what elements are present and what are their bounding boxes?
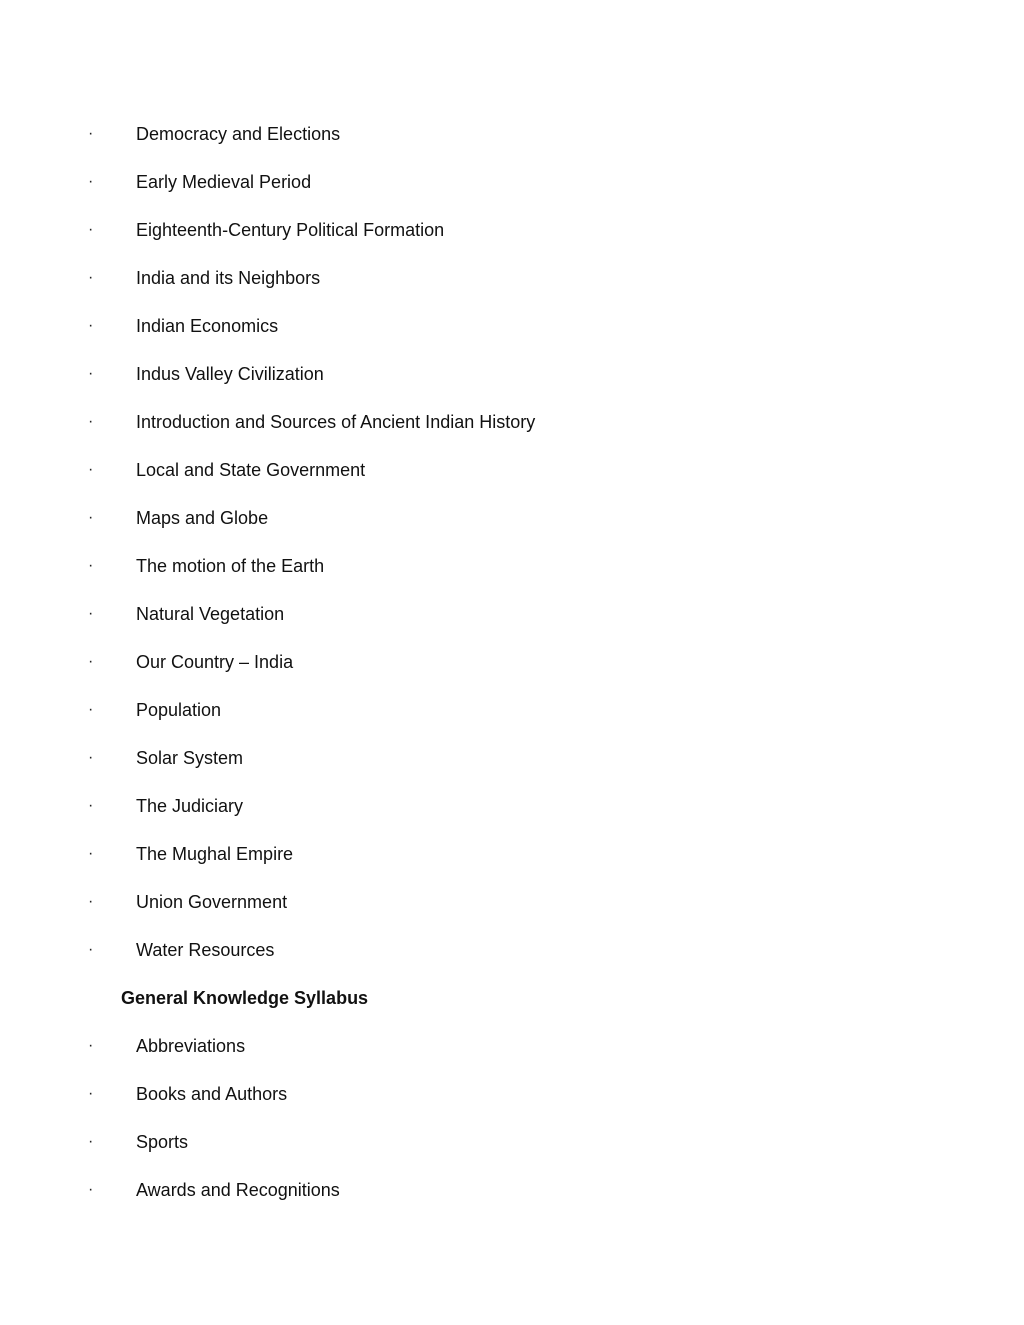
list-item-label: Our Country – India [136, 652, 294, 672]
list-item [0, 842, 1024, 890]
list-item-label: Early Medieval Period [136, 172, 312, 192]
bullet-icon: · [88, 1085, 94, 1102]
list-item [0, 1034, 1024, 1082]
bullet-icon: · [88, 269, 94, 286]
list-item [0, 602, 1024, 650]
list-item-label: Union Government [136, 892, 288, 912]
bullet-icon: · [88, 1037, 94, 1054]
bullet-icon: · [88, 749, 94, 766]
bullet-icon: · [88, 941, 94, 958]
list-item-label: Democracy and Elections [136, 124, 341, 144]
section-heading: General Knowledge Syllabus [121, 988, 369, 1008]
list-item-label: Maps and Globe [136, 508, 269, 528]
list-item [0, 314, 1024, 362]
bullet-icon: · [88, 1133, 94, 1150]
list-item [0, 698, 1024, 746]
list-item [0, 122, 1024, 170]
bullet-icon: · [88, 893, 94, 910]
bullet-icon: · [88, 1181, 94, 1198]
bullet-icon: · [88, 509, 94, 526]
bullet-icon: · [88, 413, 94, 430]
list-item [0, 218, 1024, 266]
list-item [0, 410, 1024, 458]
bullet-icon: · [88, 317, 94, 334]
bullet-icon: · [88, 701, 94, 718]
bullet-icon: · [88, 173, 94, 190]
list-item-label: Water Resources [136, 940, 275, 960]
list-item-label: Eighteenth-Century Political Formation [136, 220, 445, 240]
list-item [0, 1178, 1024, 1226]
list-item [0, 362, 1024, 410]
list-item [0, 1130, 1024, 1178]
list-item [0, 458, 1024, 506]
list-item [0, 170, 1024, 218]
list-item-label: Awards and Recognitions [136, 1180, 340, 1200]
bullet-icon: · [88, 125, 94, 142]
bullet-icon: · [88, 461, 94, 478]
list-item-label: Population [136, 700, 222, 720]
list-item [0, 266, 1024, 314]
bullet-icon: · [88, 221, 94, 238]
bullet-icon: · [88, 845, 94, 862]
bullet-icon: · [88, 365, 94, 382]
list-item-label: Indus Valley Civilization [136, 364, 324, 384]
list-item-label: The Mughal Empire [136, 844, 294, 864]
bullet-icon: · [88, 605, 94, 622]
list-item [0, 650, 1024, 698]
list-item-label: The Judiciary [136, 796, 244, 816]
list-item-label: Natural Vegetation [136, 604, 285, 624]
list-item [0, 938, 1024, 986]
bullet-icon: · [88, 653, 94, 670]
list-item [0, 890, 1024, 938]
list-item-label: The motion of the Earth [136, 556, 325, 576]
bullet-icon: · [88, 557, 94, 574]
syllabus-list [0, 122, 1024, 1226]
list-item-label: Abbreviations [136, 1036, 246, 1056]
section-heading-row [0, 986, 1024, 1034]
list-item-label: Sports [136, 1132, 189, 1152]
list-item [0, 794, 1024, 842]
list-item [0, 506, 1024, 554]
list-item-label: India and its Neighbors [136, 268, 321, 288]
list-item-label: Solar System [136, 748, 244, 768]
list-item-label: Books and Authors [136, 1084, 288, 1104]
bullet-icon: · [88, 797, 94, 814]
list-item-label: Introduction and Sources of Ancient Indian History [136, 412, 536, 432]
list-item [0, 554, 1024, 602]
list-item [0, 1082, 1024, 1130]
list-item [0, 746, 1024, 794]
list-item-label: Indian Economics [136, 316, 279, 336]
list-item-label: Local and State Government [136, 460, 366, 480]
